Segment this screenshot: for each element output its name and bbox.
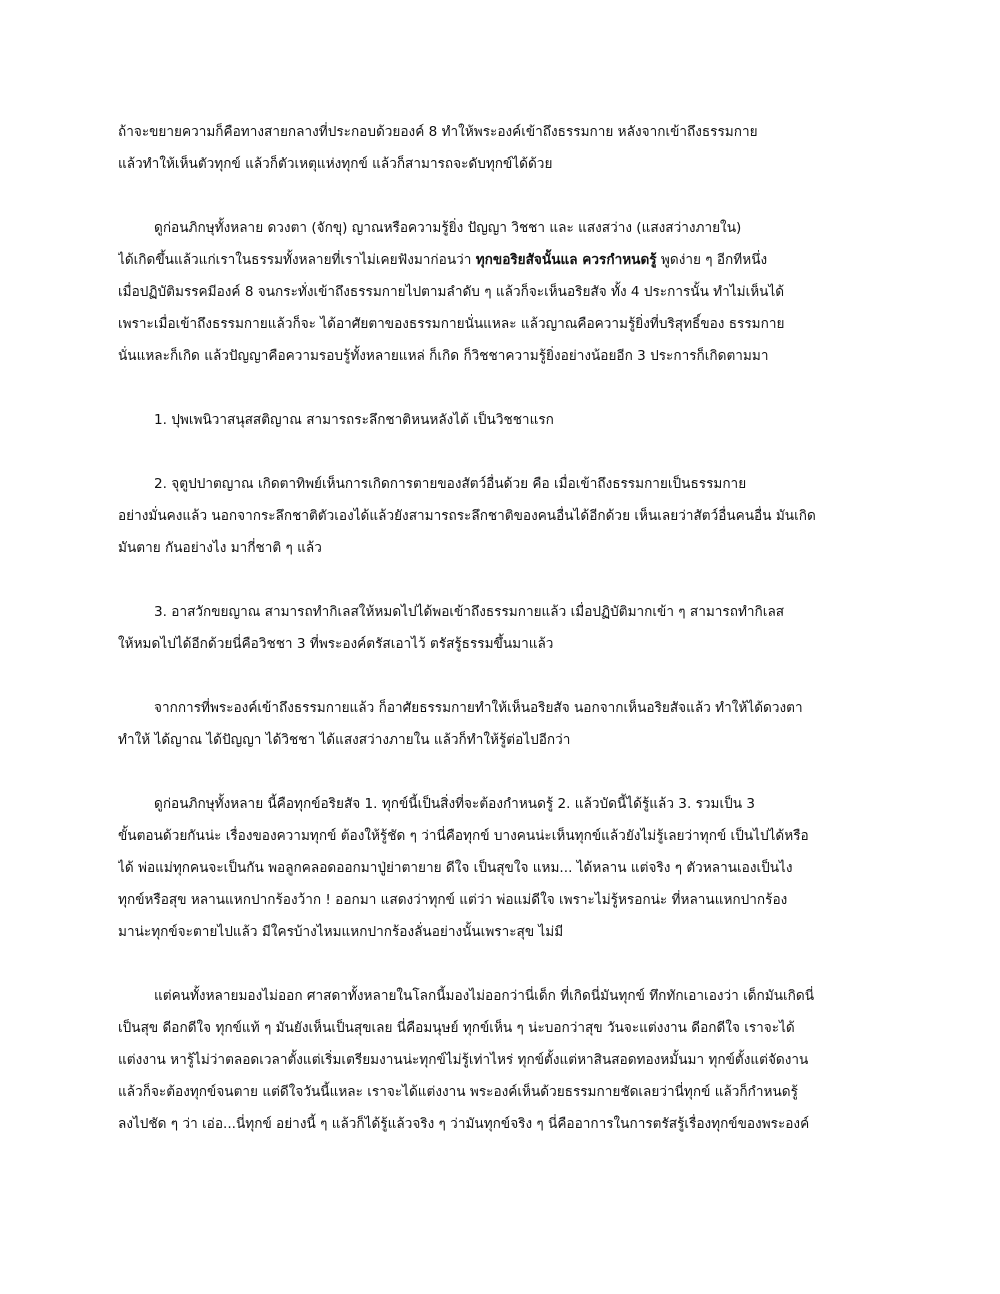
text-span: ได้เกิดขึ้นแล้วแก่เราในธรรมทั้งหลายที่เราไม่เคยฟังมาก่อนว่า <box>118 252 476 268</box>
text-line: เพราะเมื่อเข้าถึงธรรมกายแล้วก็จะ ได้อาศัยตาของธรรมกายนั่นแหละ แล้วญาณคือความรู้ยิ่งที่บริสุทธิ์ของ ธรรมกาย <box>118 316 785 332</box>
bold-emphasis: ทุกขอริยสัจนั้นแล ควรกำหนดรู้ <box>475 252 657 268</box>
text-line: ได้ พ่อแม่ทุกคนจะเป็นกัน พอลูกคลอดออกมาปู่ย่าตายาย ดีใจ เป็นสุขใจ แหม... ได้หลาน แต่จริง ๆ ตัวหลานเองเป็นไง <box>118 860 793 876</box>
text-line: มันตาย กันอย่างไง มากี่ชาติ ๆ แล้ว <box>118 540 322 556</box>
text-line: มาน่ะทุกข์จะตายไปแล้ว มีใครบ้างไหมแหกปากร้องลั่นอย่างนั้นเพราะสุข ไม่มี <box>118 924 564 940</box>
text-line: ดูก่อนภิกษุทั้งหลาย ดวงตา (จักขุ) ญาณหรือความรู้ยิ่ง ปัญญา วิชชา และ แสงสว่าง (แสงสว่างภายใน) <box>154 220 742 236</box>
text-line: ทุกข์หรือสุข หลานแหกปากร้องว้าก ! ออกมา แสดงว่าทุกข์ แต่ว่า พ่อแม่ดีใจ เพราะไม่รู้หรอกน่ะ ที่หลานแหกปากร้อง <box>118 892 788 908</box>
text-line: จากการที่พระองค์เข้าถึงธรรมกายแล้ว ก็อาศัยธรรมกายทำให้เห็นอริยสัจ นอกจากเห็นอริยสัจแล้ว ทำให้ได้ดวงตา <box>154 700 803 716</box>
text-line: ให้หมดไปได้อีกด้วยนี่คือวิชชา 3 ที่พระองค์ตรัสเอาไว้ ตรัสรู้ธรรมขึ้นมาแล้ว <box>118 636 554 652</box>
text-line: ดูก่อนภิกษุทั้งหลาย นี้คือทุกข์อริยสัจ 1. ทุกข์นี้เป็นสิ่งที่จะต้องกำหนดรู้ 2. แล้วบัดนี้ได้รู้แล้ว 3. รวมเป็น 3 <box>154 796 756 812</box>
text-line: ลงไปชัด ๆ ว่า เอ่อ...นี่ทุกข์ อย่างนี้ ๆ แล้วก็ได้รู้แล้วจริง ๆ ว่ามันทุกข์จริง ๆ นี่คืออาการในการตรัสรู้เรื่องทุกข์ของพระองค์ <box>118 1116 810 1132</box>
text-line: นั่นแหละก็เกิด แล้วปัญญาคือความรอบรู้ทั้งหลายแหล่ ก็เกิด ก็วิชชาความรู้ยิ่งอย่างน้อยอีก 3 ประการก็เกิดตามมา <box>118 348 769 364</box>
text-line: 1. ปุพเพนิวาสนุสสติญาณ สามารถระลึกชาติหนหลังได้ เป็นวิชชาแรก <box>154 412 554 428</box>
text-line: 3. อาสวักขยญาณ สามารถทำกิเลสให้หมดไปได้พอเข้าถึงธรรมกายแล้ว เมื่อปฏิบัติมากเข้า ๆ สามารถทำกิเลส <box>154 604 785 620</box>
text-span: พูดง่าย ๆ อีกทีหนึ่ง <box>656 252 768 268</box>
text-line: แต่งงาน หารู้ไม่ว่าตลอดเวลาตั้งแต่เริ่มเตรียมงานน่ะทุกข์ไม่รู้เท่าไหร่ ทุกข์ตั้งแต่หาสินสอดทองหมั้นมา ทุกข์ตั้งแต่จัดงาน <box>118 1052 809 1068</box>
text-line: เมื่อปฏิบัติมรรคมีองค์ 8 จนกระทั่งเข้าถึงธรรมกายไปตามลำดับ ๆ แล้วก็จะเห็นอริยสัจ ทั้ง 4 ประการนั้น ทำไม่เห็นได้ <box>118 284 785 300</box>
text-line: เป็นสุข ดีอกดีใจ ทุกข์แท้ ๆ มันยังเห็นเป็นสุขเลย นี่คือมนุษย์ ทุกข์เห็น ๆ น่ะบอกว่าสุข วันจะแต่งงาน ดีอกดีใจ เราจะได้ <box>118 1020 795 1036</box>
text-line: แล้วก็จะต้องทุกข์จนตาย แต่ดีใจวันนี้แหละ เราจะได้แต่งงาน พระองค์เห็นด้วยธรรมกายชัดเลยว่านี่ทุกข์ แล้วก็กำหนดรู้ <box>118 1084 798 1100</box>
text-line: แล้วทำให้เห็นตัวทุกข์ แล้วก็ตัวเหตุแห่งทุกข์ แล้วก็สามารถจะดับทุกข์ได้ด้วย <box>118 156 553 172</box>
text-line: ขั้นตอนด้วยกันน่ะ เรื่องของความทุกข์ ต้องให้รู้ชัด ๆ ว่านี่คือทุกข์ บางคนน่ะเห็นทุกข์แล้วยังไม่รู้เลยว่าทุกข์ เป็นไปได้หรือ <box>118 828 809 844</box>
text-line: ทำให้ ได้ญาณ ได้ปัญญา ได้วิชชา ได้แสงสว่างภายใน แล้วก็ทำให้รู้ต่อไปอีกว่า <box>118 732 571 748</box>
text-line <box>118 244 878 276</box>
text-line: แต่คนทั้งหลายมองไม่ออก ศาสดาทั้งหลายในโลกนี้มองไม่ออกว่านี่เด็ก ที่เกิดนี่มันทุกข์ ทึกทักเอาเองว่า เด็กมันเกิดนี่ <box>154 988 815 1004</box>
text-line: ถ้าจะขยายความก็คือทางสายกลางที่ประกอบด้วยองค์ 8 ทำให้พระองค์เข้าถึงธรรมกาย หลังจากเข้าถึงธรรมกาย <box>118 124 758 140</box>
text-line: 2. จุตูปปาตญาณ เกิดตาทิพย์เห็นการเกิดการตายของสัตว์อื่นด้วย คือ เมื่อเข้าถึงธรรมกายเป็นธรรมกาย <box>154 476 747 492</box>
text-line: อย่างมั่นคงแล้ว นอกจากระลึกชาติตัวเองได้แล้วยังสามารถระลึกชาติของคนอื่นได้อีกด้วย เห็นเลยว่าสัตว์อื่นคนอื่น มันเกิด <box>118 508 816 524</box>
